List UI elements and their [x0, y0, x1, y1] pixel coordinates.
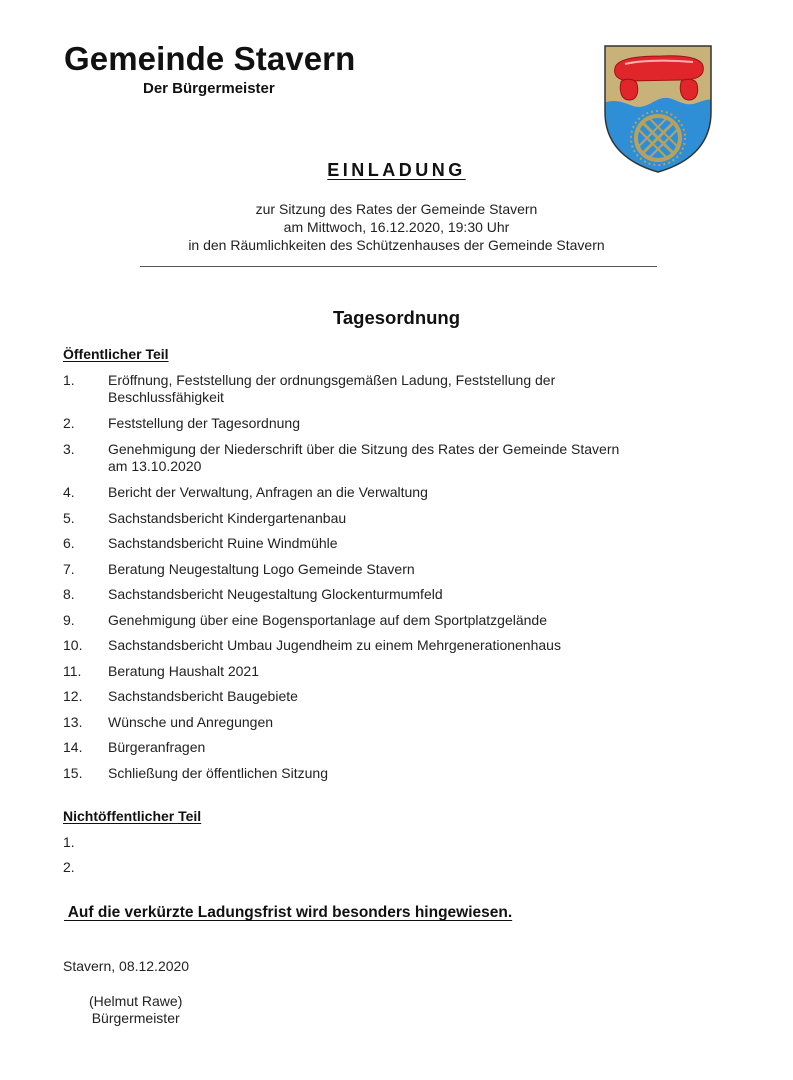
agenda-item: 2. Feststellung der Tagesordnung — [63, 415, 300, 431]
agenda-item: 14. Bürgeranfragen — [63, 739, 206, 755]
invitation-details — [0, 200, 793, 254]
agenda-item: 6. Sachstandsbericht Ruine Windmühle — [63, 535, 338, 551]
agenda-item: 9. Genehmigung über eine Bogensportanlage auf dem Sportplatzgelände — [63, 612, 547, 628]
org-name: Gemeinde Stavern — [64, 40, 356, 77]
invitation-line-meeting: zur Sitzung des Rates der Gemeinde Stavern — [255, 201, 538, 217]
coat-of-arms-icon — [601, 42, 715, 174]
agenda-item: 5. Sachstandsbericht Kindergartenanbau — [63, 510, 347, 526]
public-section-heading: Öffentlicher Teil — [63, 346, 169, 362]
private-agenda-item: 1. — [63, 834, 75, 850]
invitation-line-location: in den Räumlichkeiten des Schützenhauses der Gemeinde Stavern — [188, 237, 605, 253]
agenda-item: 7. Beratung Neugestaltung Logo Gemeinde Stavern — [63, 561, 415, 577]
org-subtitle: Der Bürgermeister — [143, 80, 275, 97]
agenda-item: 11. Beratung Haushalt 2021 — [63, 663, 259, 679]
place-date: Stavern, 08.12.2020 — [63, 958, 190, 974]
short-notice-remark: Auf die verkürzte Ladungsfrist wird besonders hingewiesen. — [64, 904, 513, 921]
divider — [140, 266, 657, 267]
agenda-item: 3. Genehmigung der Niederschrift über die Sitzung des Rates der Gemeinde Stavern am 13.10.2020 — [63, 441, 620, 474]
agenda-item: 4. Bericht der Verwaltung, Anfragen an die Verwaltung — [63, 484, 428, 500]
agenda-item: 1. Eröffnung, Feststellung der ordnungsgemäßen Ladung, Feststellung der Beschlussfähigkeit — [63, 372, 556, 405]
signer-name: (Helmut Rawe) — [89, 993, 183, 1009]
agenda-item: 15. Schließung der öffentlichen Sitzung — [63, 765, 328, 781]
private-section-heading: Nichtöffentlicher Teil — [63, 808, 202, 824]
private-agenda-item: 2. — [63, 859, 75, 875]
agenda-title: Tagesordnung — [332, 307, 461, 328]
agenda-item: 12. Sachstandsbericht Baugebiete — [63, 688, 298, 704]
signer-title: Bürgermeister — [91, 1010, 180, 1026]
invitation-title: EINLADUNG — [327, 160, 466, 180]
agenda-item: 13. Wünsche und Anregungen — [63, 714, 274, 730]
agenda-item: 10. Sachstandsbericht Umbau Jugendheim zu einem Mehrgenerationenhaus — [63, 637, 561, 653]
invitation-line-datetime: am Mittwoch, 16.12.2020, 19:30 Uhr — [283, 219, 510, 235]
agenda-item: 8. Sachstandsbericht Neugestaltung Glockenturmumfeld — [63, 586, 443, 602]
signature-block — [89, 993, 182, 1027]
